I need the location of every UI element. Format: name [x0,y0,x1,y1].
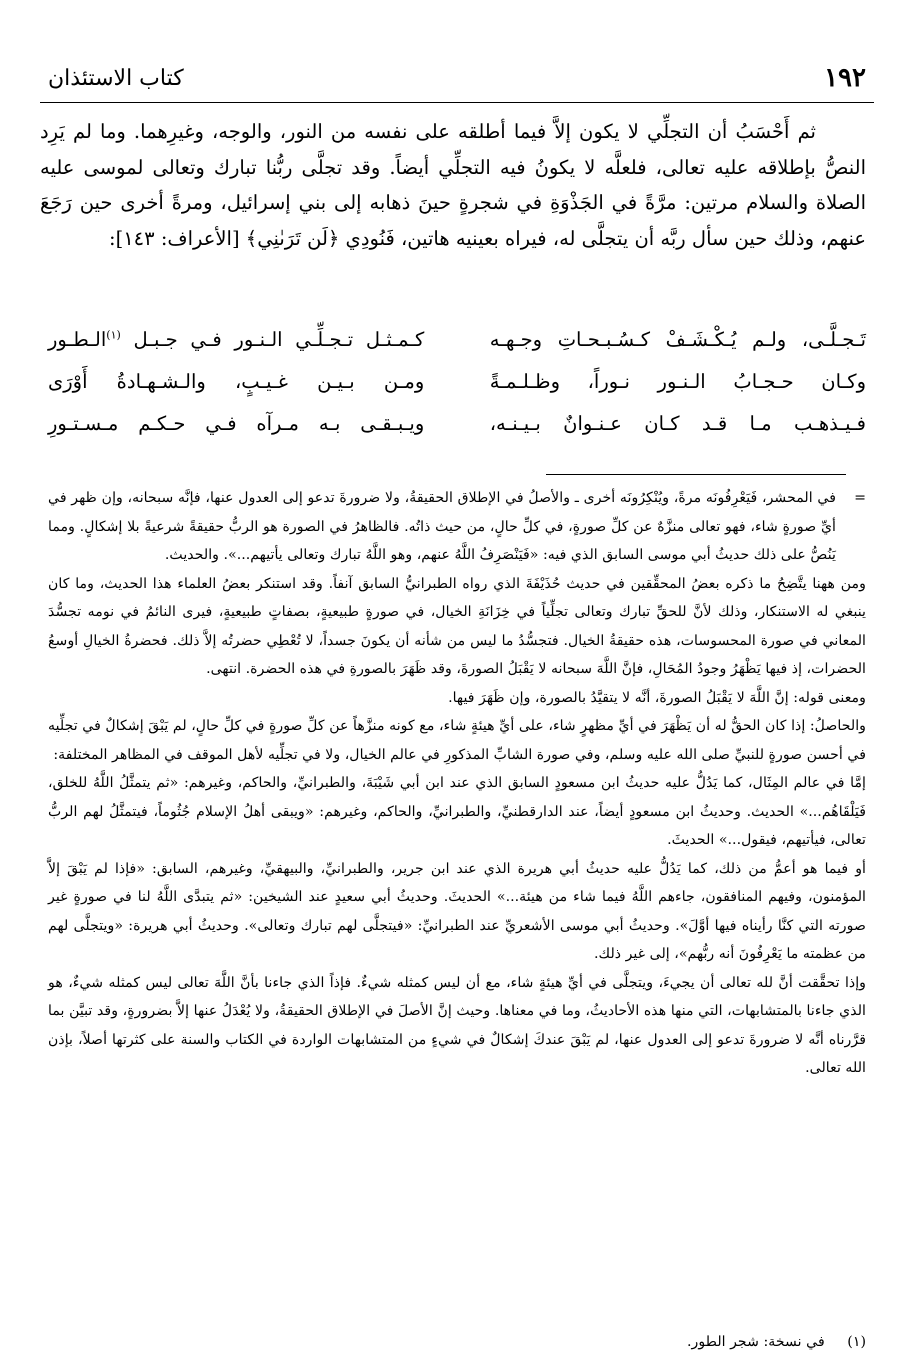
verse-left-hemistich: ويـبـقـى بـه مـرآه فـي حـكـم مـسـتـورِ [48,411,425,435]
verse-left-hemistich: ومـن بـيـن غـيـبٍ، والـشـهـادةُ أَوْرَى [48,369,425,393]
footnotes [48,484,866,1083]
footnote-paragraph: والحاصلُ: إذا كان الحقُّ له أن يَظْهَرَ في أيِّ مظهرٍ شاء، على أيِّ هيئةٍ شاء، مع كونه منزَّهاً عن كلِّ صورةٍ في كلِّ حالٍ، لم يَبْقَ إشكالٌ في تجلِّيه في أحسن صورةٍ للنبيِّ صلى الله عليه وسلم، وفي صورة الشابِّ المذكورِ في عالم الخيال، ولا في تجلِّيه لأهل الموقف في المظاهر المختلفة: [48,718,866,763]
footnote-1 [48,1334,866,1350]
footnote-marker: (١) [106,328,121,341]
book-title: كتاب الاستئذان [48,65,184,91]
footnote-1-text: في نسخة: شجر الطور. [687,1334,825,1350]
verse-right-hemistich: فـيـذهـب مـا قـد كـان عـنـوانٌ بـيـنـه، [489,411,866,435]
header-rule [40,102,874,103]
footnote-paragraph: أو فيما هو أعمُّ من ذلك، كما يَدُلُّ عليه حديثُ أبي هريرة الذي عند ابن جرير، والطبرانيِّ، والبيهقيِّ، وغيرهم، السابق: «فإذا لم يَبْقَ إلاَّ المؤمنون، وفيهم المنافقون، جاءهم اللَّهُ فيما شاء من هيئة...» الحديثَ. وحديثُ أبي سعيدٍ عند الشيخين: «ثم يتبدَّى اللَّهُ لنا في صورةٍ غير صورته التي كنَّا رأيناه فيها أوَّلَ». وحديثُ أبي موسى الأشعريِّ عند الطبرانيِّ: «فيتجلَّى لهم تبارك وتعالى». وحديثُ أبي هريرة: «ويتجلَّى لهم من عظمته ما يَعْرِفُونَ أنه ربُّهم»، إلى غير ذلك. [48,860,866,962]
main-paragraph: ثم أَحْسَبُ أن التجلِّي لا يكون إلاَّ فيما أطلقه على نفسه من النور، والوجه، وغيرِهما. وما لم يَرِد النصُّ بإطلاقه عليه تعالى، فلعلَّه لا يكونُ فيه التجلِّي أيضاً. وقد تجلَّى ربُّنا تبارك وتعالى لموسى عليه الصلاة والسلام مرتين: مرَّةً في الجَذْوَةِ في شجرةٍ حينَ ذهابه إلى بني إسرائيل، ومرةً أخرى حين رَجَعَ عنهم، وذلك حين سأل ربَّه أن يتجلَّى له، فيراه بعينيه هاتين، فَنُودِي ﴿لَن تَرَىٰنِي﴾ [الأعراف: ١٤٣]: [40,120,866,250]
footnote-paragraph: ومعنى قوله: إنَّ اللَّهَ لا يَقْبَلُ الصورةَ، أنَّه لا يتقيَّدُ بالصورة، وإن ظَهَرَ فيها. [448,689,866,706]
poem-verse [48,318,866,360]
page-number: ١٩٢ [824,63,866,93]
verse-left-hemistich [48,328,424,351]
footnote-number: (١) [847,1334,866,1350]
hemistich-end: الـطـور [48,327,107,351]
continuation-mark: = [854,490,866,506]
poem-verse [48,402,866,444]
verse-right-hemistich: وكـان حـجـابُ الـنـور نـوراً، وظـلـمـةً [489,369,866,393]
footnote-paragraph [48,484,866,570]
footnote-paragraph: وإذا تحقَّقت أنَّ لله تعالى أن يجيءَ، ويتجلَّى في أيِّ هيئةٍ شاء، مع أن ليس كمثله شيءٌ. فإذاً الذي جاءنا بأنَّ اللَّهَ تعالى ليس كمثله شيءٌ، هو الذي جاءنا بالمتشابهات، التي منها هذه الأحاديثُ، وما في معناها. وحيث إنَّ الأصلَ في الإطلاق الحقيقةُ، ولا يُعْدَلُ عنها إلاَّ بضرورةٍ، وقد تبيَّن بما قرَّرناه أنَّه لا ضرورةَ تدعو إلى العدول عنها، لم يَبْقَ عندكَ إشكالٌ في شيءٍ من المتشابهات الواردة في الكتاب والسنة على كثرتها أصلاً، بإذن الله تعالى. [48,974,866,1076]
verse-right-hemistich: تَـجـلَّـى، ولـم يُـكْـشَـفْ كـسُـبـحـاتِ وجـهـه [489,327,866,351]
main-text [40,114,866,256]
footnote-paragraph: إمَّا في عالم المِثَال، كما يَدُلُّ عليه حديثُ ابن مسعودٍ السابق الذي عند ابن أبي شَيْبَةَ، والطبرانيِّ، والحاكم، وغيرهم: «ثم يتمثَّلُ اللَّهُ للخلق، فَيَلْقَاهُم...» الحديث. وحديثُ ابن مسعودٍ أيضاً، عند الدارقطنيِّ، والطبرانيِّ، والحاكم، وغيرهم: «ويبقى أهلُ الإسلام جُثُوماً، فيتمثَّلُ لهم الربُّ تعالى، فيأتيهم، فيقول...» الحديثَ. [48,775,866,848]
poem-verse [48,360,866,402]
footnote-paragraph: ومن ههنا يتَّضِحُ ما ذكره بعضُ المحقِّقين في حديث حُذَيْفَةَ الذي رواه الطبرانيُّ السابق آنفاً. وقد استنكر بعضُ العلماء هذا الحديث، وما كان ينبغي له الاستنكار، وذلك لأنَّ للحقِّ تبارك وتعالى تجلِّياً في خِزَانَةِ الخيال، في صورةٍ طبيعيةٍ، بصفاتٍ طبيعيةٍ، فيرى النائمُ في نومه تجسُّدَ المعاني في صورة المحسوسات، هذه حقيقةُ الخيال. فتجسُّدُ ما ليس من شأنه أن يكونَ جسداً، لا تُعْطِي حضرتُه إلاَّ ذلك. فحضرةُ الخيالِ أوسعُ الحضرات، إذ فيها يَظْهَرُ وجودُ المُحَالِ، فإنَّ اللَّهَ سبحانه لا يَقْبَلُ الصورةَ، وقد ظَهَرَ بالصورةِ في هذه الحضرة. انتهى. [48,575,866,677]
footnote-separator [546,474,846,475]
footnote-text: في المحشر، فَيَعْرِفُونَه مرةً، ويُنْكِرُونَه أخرى ـ والأصلُ في الإطلاق الحقيقةُ، ولا ضرورةَ تدعو إلى العدول عنها، فإنَّه سبحانه، وإن ظهر في أيِّ صورةٍ شاء، فهو تعالى منزَّهٌ عن كلِّ صورةٍ، في كلِّ حالٍ، من حيث ذاتُه. فالظاهرُ في الصورة هو الربُّ حقيقةً شرعيةً بلا إشكالٍ. ومما يَنُصُّ على ذلك حديثُ أبي موسى السابق الذي فيه: «فَيَنْصَرِفُ اللَّهُ عنهم، وهو اللَّهُ تبارك وتعالى يأتيهم...». والحديث. [48,490,836,563]
poem [48,318,866,444]
page-header [48,58,866,98]
hemistich-text: كـمـثـل تـجـلِّـي الـنـور فـي جـبـل [133,327,425,351]
